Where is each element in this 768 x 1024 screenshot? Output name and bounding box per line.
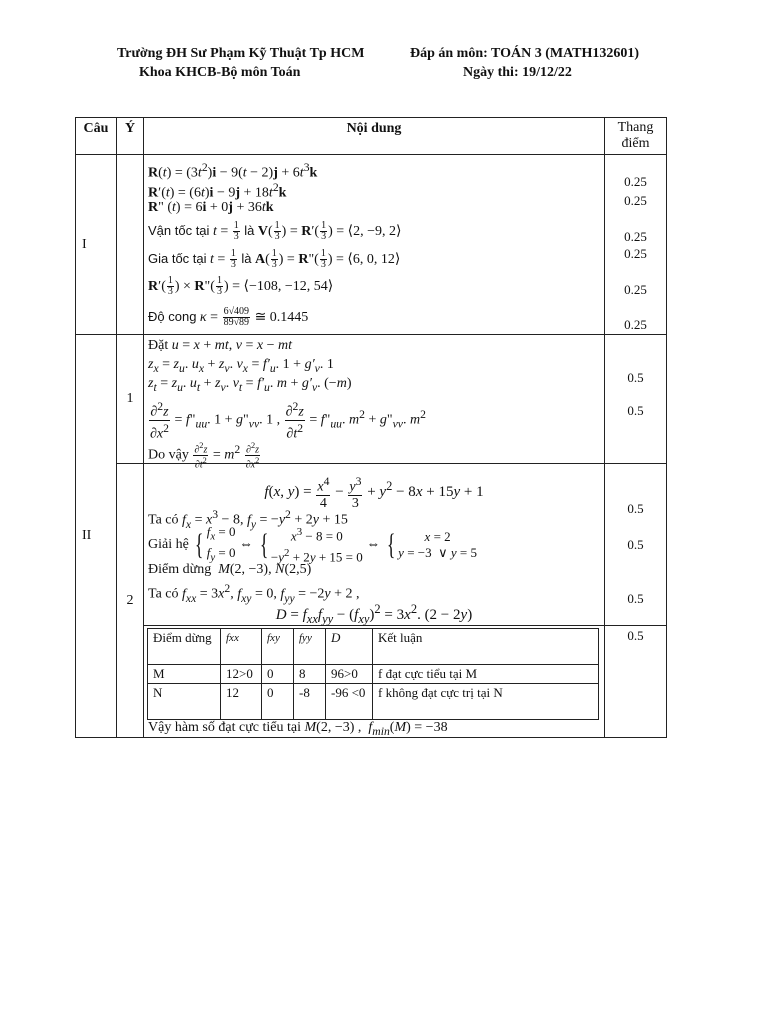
second-partials-line: $\frac{\partial^2z}{\partial x^2}$ = $f"_{uu}$. $1 + g"_{vv}$. 1 , $\frac{\partial^2z}{\partial t^2}$ = $f"_{uu}$. $m^2$ + $g"_{vv}$. $m^2$ xyxy=(150,400,426,442)
la-word: là xyxy=(241,251,252,266)
header-point: Điểm dừng xyxy=(148,629,221,665)
score: 0.25 xyxy=(624,317,647,332)
q2-part2-table-cell xyxy=(144,626,605,738)
school-name: Trường ĐH Sư Phạm Kỹ Thuật Tp HCM xyxy=(117,46,365,61)
header-fyy: fyy xyxy=(294,629,326,665)
second-derivative: R" (t) = 6i + 0j + 36tk xyxy=(148,200,274,215)
first-partials-line: Ta có $f_x = x^3 - 8$, $f_y = -y^2 + 2y + 15$ xyxy=(148,508,348,531)
la-word: là xyxy=(244,223,255,238)
cross-product-line: R′( $\frac{1}{3}$ ) × R"( $\frac{1}{3}$ ) = ⟨−108, −12, 54⟩ xyxy=(148,275,334,298)
curvature-label: Độ cong xyxy=(148,309,197,324)
final-conclusion-line: Vậy hàm số đạt cực tiểu tại M(2, −3) , $f_{min}(M) = -38$ xyxy=(148,720,448,738)
stationary-label: Điểm dừng xyxy=(148,562,212,577)
score: 0.5 xyxy=(627,370,644,385)
stationary-points-line: Điểm dừng M(2, −3), N(2,5) xyxy=(148,562,312,577)
col-content-header: Nội dung xyxy=(144,118,605,155)
score: 0.25 xyxy=(624,193,647,208)
header-fxy: fxy xyxy=(262,629,294,665)
position-vector: $R(t) = (3t^2)i - 9(t - 2)j + 6t^3k$ xyxy=(148,161,318,181)
subject-title: Đáp án môn: TOÁN 3 (MATH132601) xyxy=(410,46,640,61)
department-name: Khoa KHCB-Bộ môn Toán xyxy=(139,65,301,80)
acceleration-line: Gia tốc tại t = $\frac{1}{3}$ là A( $\frac{1}{3}$ ) = R"( $\frac{1}{3}$ ) = ⟨6, 0, 12⟩ xyxy=(148,248,401,271)
set-label: Đặt xyxy=(148,338,169,353)
acceleration-label: Gia tốc tại xyxy=(148,251,207,266)
score: 0.5 xyxy=(627,628,644,643)
table-cell: M xyxy=(148,665,221,684)
table-cell: 12 xyxy=(221,684,262,720)
exam-date: Ngày thi: 19/12/22 xyxy=(463,65,572,80)
score: 0.5 xyxy=(627,501,644,516)
q2-part2-content xyxy=(144,464,605,626)
classification-table xyxy=(147,628,599,720)
velocity-label: Vận tốc tại xyxy=(148,223,210,238)
discriminant-line: $D = f_{xx}f_{yy} - (f_{xy})^2 = 3x^2$. (2 − 2y) xyxy=(275,602,473,626)
first-derivative: $R'(t) = (6t)i - 9j + 18t^2k$ xyxy=(148,181,287,201)
score: 0.5 xyxy=(627,537,644,552)
velocity-line: Vận tốc tại t = $\frac{1}{3}$ là V( $\frac{1}{3}$ ) = R′( $\frac{1}{3}$ ) = ⟨2, −9, 2⟩ xyxy=(148,220,402,243)
curvature-line: Độ cong κ = $\frac{6√409}{89√89}$ ≅ 0.1445 xyxy=(148,306,309,329)
question-label-2: II xyxy=(76,335,117,738)
col-y-header: Ý xyxy=(117,118,144,155)
q2-part2-scores xyxy=(605,464,667,626)
q1-content xyxy=(144,155,605,335)
conclusion-pde: Do vậy $\frac{\partial^2z}{\partial t^2}$ = $m^2$ $\frac{\partial^2z}{\partial x^2}$ xyxy=(148,440,260,471)
q2-part1-content xyxy=(144,335,605,471)
table-cell: -8 xyxy=(294,684,326,720)
table-cell: 0 xyxy=(262,665,294,684)
ta-co-label: Ta có xyxy=(148,586,179,602)
ta-co-label: Ta có xyxy=(148,512,179,528)
header-fxx: fxx xyxy=(221,629,262,665)
answer-table xyxy=(75,117,667,738)
question-label-1: I xyxy=(76,155,117,335)
part-label-2: 2 xyxy=(117,464,144,738)
score: 0.25 xyxy=(624,282,647,297)
score: 0.5 xyxy=(627,591,644,606)
thus-label: Do vậy xyxy=(148,447,189,463)
system-line: Giải hệ { $f_x = 0$ $f_y = 0$ ⇔ { $x^3 - 8 = 0$ $-y^2 + 2y + 15 = 0$ ⇔ { x = 2 y = −3 ∨ y = 5 xyxy=(148,524,478,564)
header-conclusion: Kết luận xyxy=(373,629,599,665)
table-cell: -96 <0 xyxy=(326,684,373,720)
score: 0.25 xyxy=(624,174,647,189)
table-cell: 8 xyxy=(294,665,326,684)
col-score-header: Thang điểm xyxy=(605,118,667,155)
part-label-1: 1 xyxy=(117,335,144,464)
table-cell: 0 xyxy=(262,684,294,720)
second-partials-f-line: Ta có $f_{xx} = 3x^2$, $f_{xy} = 0$, $f_{yy} = -2y + 2$ , xyxy=(148,582,360,605)
zt-line: $z_t = z_u$. $u_t + z_v$. $v_t = f'_u$. $m + g'_v$. (−m) xyxy=(148,376,352,394)
table-cell: 96>0 xyxy=(326,665,373,684)
substitution-line: Đặt u = x + mt, v = x − mt xyxy=(148,338,292,353)
table-cell: N xyxy=(148,684,221,720)
zx-line: $z_x = z_u$. $u_x + z_v$. $v_x = f'_u$. $1 + g'_v$. 1 xyxy=(148,357,334,375)
q2-part1-scores xyxy=(605,335,667,464)
empty-cell xyxy=(117,155,144,335)
q2-part2-table-score xyxy=(605,626,667,738)
function-definition: f(x, y) = $\frac{x^4}{4}$ − $\frac{y^3}{3}$ + $y^2 - 8x + 15y + 1$ xyxy=(264,475,484,511)
col-cau-header: Câu xyxy=(76,118,117,155)
final-conclusion-text: Vậy hàm số đạt cực tiểu tại xyxy=(148,720,301,735)
solve-label: Giải hệ xyxy=(148,536,189,552)
table-cell: f đạt cực tiểu tại M xyxy=(373,665,599,684)
table-cell: 12>0 xyxy=(221,665,262,684)
score: 0.25 xyxy=(624,246,647,261)
header-d: D xyxy=(326,629,373,665)
score: 0.25 xyxy=(624,229,647,244)
table-cell: f không đạt cực trị tại N xyxy=(373,684,599,720)
score: 0.5 xyxy=(627,403,644,418)
q1-scores xyxy=(605,155,667,335)
